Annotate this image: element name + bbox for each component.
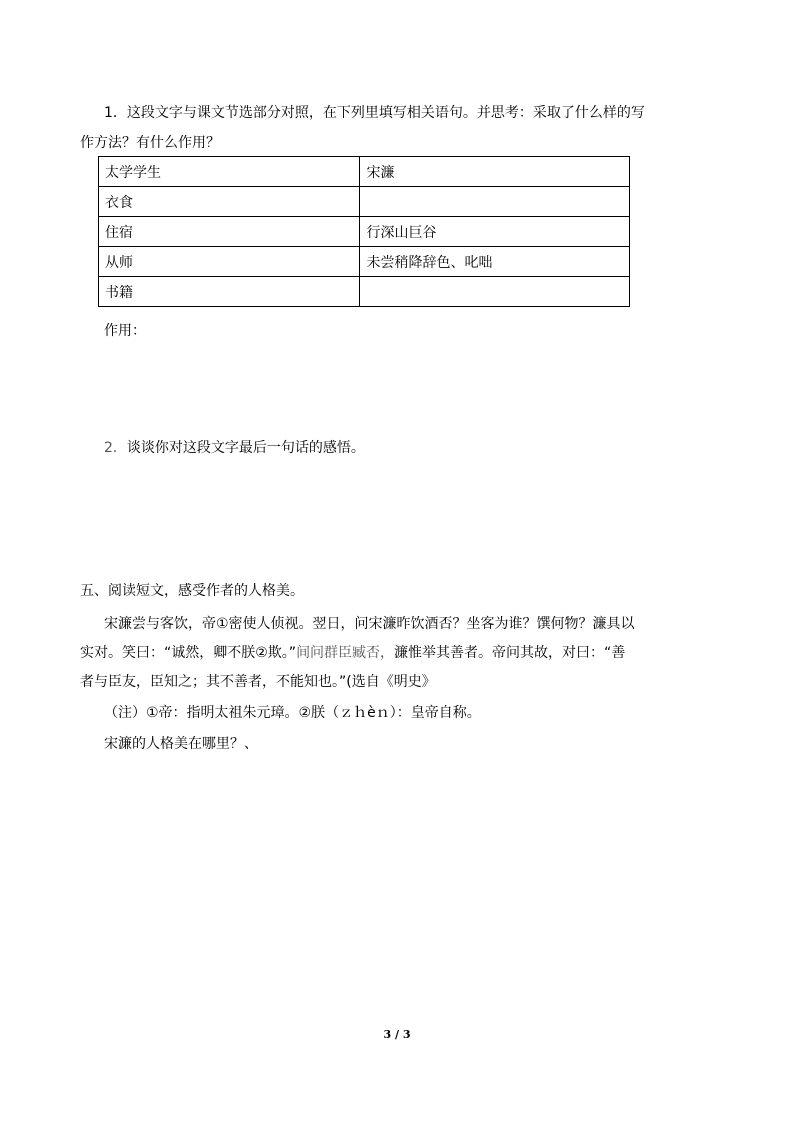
table-row [99,187,630,217]
section-5-title: 五、阅读短文，感受作者的人格美。 [80,583,304,599]
passage-line-2-part-b: 间问群臣臧否， [296,645,395,661]
annotation-note: （注）①帝：指明太祖朱元璋。②朕（ｚｈèｎ）：皇帝自称。 [104,705,481,721]
table-header-row [99,157,630,187]
table-row [99,277,630,307]
table-cell: 住宿 [99,217,360,247]
section-5-question: 宋濂的人格美在哪里？、 [104,736,258,752]
comparison-table [98,156,630,307]
table-row [99,247,630,277]
table-cell: 衣食 [99,187,360,217]
table-header-cell: 宋濂 [360,157,630,187]
question-2 [104,438,365,458]
passage-line-2 [80,643,625,663]
question-2-number: 2． [104,440,127,456]
passage-line-3: 者与臣友，臣知之；其不善者，不能知也。”(选自《明史》 [80,674,436,690]
table-cell: 从师 [99,247,360,277]
passage-line-1: 宋濂尝与客饮，帝①密使人侦视。翌日，问宋濂昨饮酒否？坐客为谁？馔何物？濂具以 [104,616,635,632]
question-2-text: 谈谈你对这段文字最后一句话的感悟。 [126,440,365,456]
page-number: 3 / 3 [383,1028,411,1041]
table-row [99,217,630,247]
table-cell: 行深山巨谷 [360,217,630,247]
effect-label: 作用： [104,323,146,339]
table-cell [360,277,630,307]
question-1-line-2: 作方法？有什么作用？ [80,135,220,151]
table-cell [360,187,630,217]
table-cell: 未尝稍降辞色、叱咄 [360,247,630,277]
passage-line-2-part-a: 实对。笑曰：“诚然，卿不朕②欺。” [80,645,297,661]
table-header-cell: 太学学生 [99,157,360,187]
passage-line-2-part-c: 濂惟举其善者。帝问其故，对曰：“善 [394,645,626,661]
table-cell: 书籍 [99,277,360,307]
question-1-line-1: 1．这段文字与课文节选部分对照，在下列里填写相关语句。并思考：采取了什么样的写 [104,105,645,121]
